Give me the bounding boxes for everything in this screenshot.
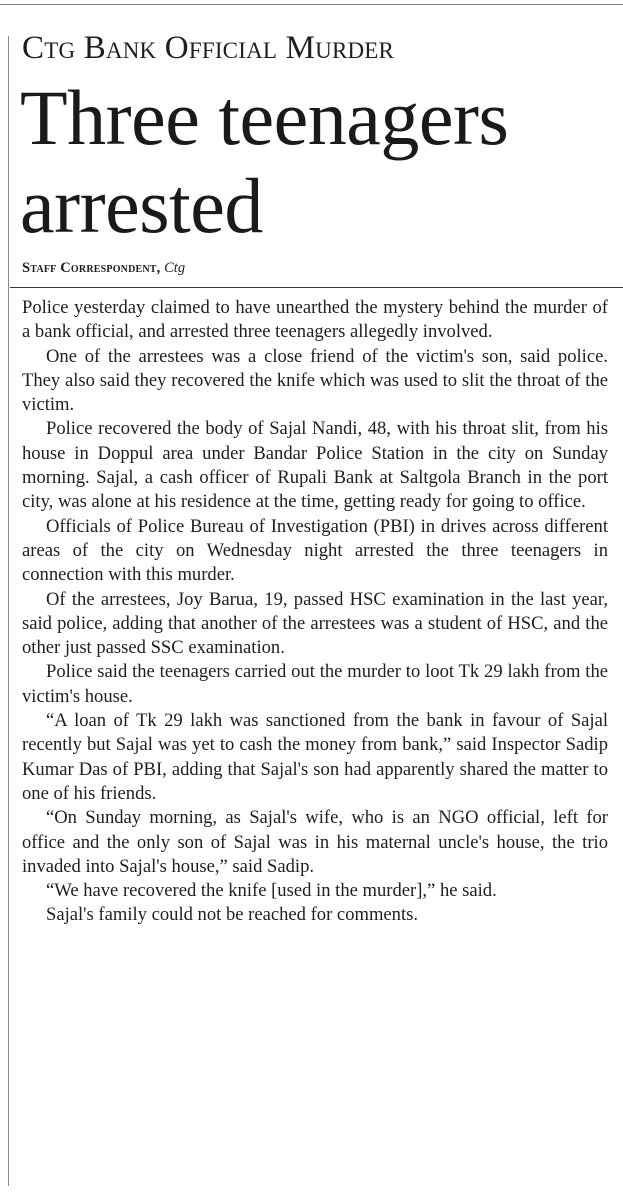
- byline: [22, 258, 185, 278]
- article-paragraph: Police said the teenagers carried out the murder to loot Tk 29 lakh from the victim's house.: [22, 661, 608, 707]
- article-paragraph: Police recovered the body of Sajal Nandi, 48, with his throat slit, from his house in Doppul area under Bandar Police Station in the city on Sunday morning. Sajal, a cash officer of Rupali Bank at Saltgola Branch in the port city, was alone at his residence at the time, getting ready for going to office.: [22, 418, 608, 513]
- article-paragraph: “On Sunday morning, as Sajal's wife, who is an NGO official, left for office and the only son of Sajal was in his maternal uncle's house, the trio invaded into Sajal's house,” said Sadip.: [22, 807, 608, 877]
- byline-divider: [10, 287, 623, 288]
- headline: Three teenagers arrested: [20, 74, 509, 249]
- article-body: [22, 296, 608, 928]
- article-paragraph: Officials of Police Bureau of Investigation (PBI) in drives across different areas of the city on Wednesday night arrested the three teenagers in connection with this murder.: [22, 515, 608, 586]
- article-paragraph: Of the arrestees, Joy Barua, 19, passed HSC examination in the last year, said police, adding that another of the arrestees was a student of HSC, and the other just passed SSC examination.: [22, 588, 608, 659]
- article-paragraph: Sajal's family could not be reached for comments.: [46, 904, 419, 926]
- byline-author: Staff Correspondent,: [22, 260, 161, 276]
- article-paragraph: “A loan of Tk 29 lakh was sanctioned from the bank in favour of Sajal recently but Sajal was yet to cash the money from bank,” said Inspector Sadip Kumar Das of PBI, adding that Sajal's son had apparently shared the matter to one of his friends.: [22, 710, 608, 804]
- top-border-rule: [0, 4, 623, 5]
- article-paragraph: “We have recovered the knife [used in the murder],” he said.: [46, 880, 497, 902]
- byline-place: Ctg: [164, 260, 186, 276]
- article-paragraph: One of the arrestees was a close friend of the victim's son, said police. They also said they recovered the knife which was used to slit the throat of the victim.: [22, 345, 608, 416]
- kicker: Ctg Bank Official Murder: [22, 30, 395, 66]
- article-paragraph: Police yesterday claimed to have unearthed the mystery behind the murder of a bank official, and arrested three teenagers allegedly involved.: [22, 297, 608, 343]
- left-column-rule: [8, 36, 9, 1186]
